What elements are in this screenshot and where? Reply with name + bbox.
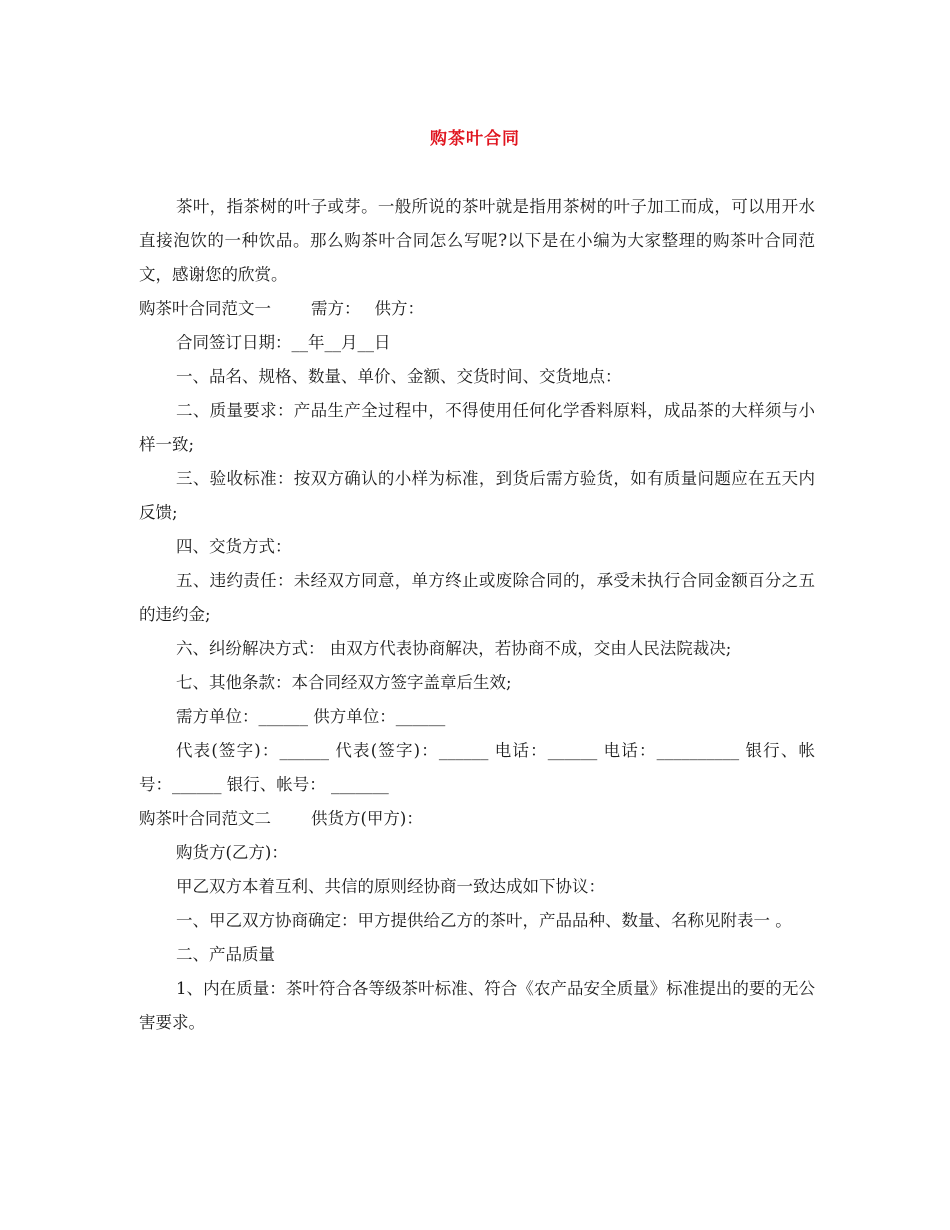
document-body <box>139 190 815 1040</box>
section-two-heading-line <box>139 802 815 836</box>
section-two-heading: 购茶叶合同范文二 <box>139 809 271 828</box>
signature-block: 代表(签字)：______ 代表(签字)：______ 电话：______ 电话：__________ 银行、帐号：______ 银行、帐号： _______ <box>139 741 815 794</box>
party-b-label: 购货方(乙方)： <box>176 843 288 862</box>
supply-party-label: 供方： <box>374 299 424 318</box>
intro-paragraph: 茶叶，指茶树的叶子或芽。一般所说的茶叶就是指用茶树的叶子加工而成，可以用开水直接泡饮的一种饮品。那么购茶叶合同怎么写呢?以下是在小编为大家整理的购茶叶合同范文，感谢您的欣赏。 <box>139 197 815 284</box>
s2-clause-2-1: 1、内在质量：茶叶符合各等级茶叶标准、符合《农产品安全质量》标准提出的要的无公害要求。 <box>139 979 815 1032</box>
party-a-label: 供货方(甲方)： <box>311 809 423 828</box>
clause-7: 七、其他条款：本合同经双方签字盖章后生效; <box>176 673 512 692</box>
clause-1: 一、品名、规格、数量、单价、金额、交货时间、交货地点： <box>176 367 622 386</box>
party-units-line: 需方单位：______ 供方单位：______ <box>176 707 446 726</box>
clause-4: 四、交货方式： <box>176 537 292 556</box>
section-one-heading: 购茶叶合同范文一 <box>139 299 271 318</box>
clause-5: 五、违约责任：未经双方同意，单方终止或废除合同的，承受未执行合同金额百分之五的违约金; <box>139 571 815 624</box>
s2-clause-2: 二、产品质量 <box>176 945 275 964</box>
section-one-heading-line <box>139 292 815 326</box>
document-title: 购茶叶合同 <box>430 129 520 149</box>
clause-3: 三、验收标准：按双方确认的小样为标准，到货后需方验货，如有质量问题应在五天内反馈; <box>139 469 815 522</box>
s2-clause-1: 一、甲乙双方协商确定：甲方提供给乙方的茶叶，产品品种、数量、名称见附表一 。 <box>176 911 792 930</box>
clause-6: 六、纠纷解决方式： 由双方代表协商解决，若协商不成，交由人民法院裁决; <box>176 639 732 658</box>
signing-date: 合同签订日期：__年__月__日 <box>176 333 391 352</box>
demand-party-label: 需方： <box>311 299 361 318</box>
clause-2: 二、质量要求：产品生产全过程中，不得使用任何化学香料原料，成品茶的大样须与小样一致; <box>139 401 815 454</box>
agreement-preamble: 甲乙双方本着互利、共信的原则经协商一致达成如下协议： <box>176 877 605 896</box>
